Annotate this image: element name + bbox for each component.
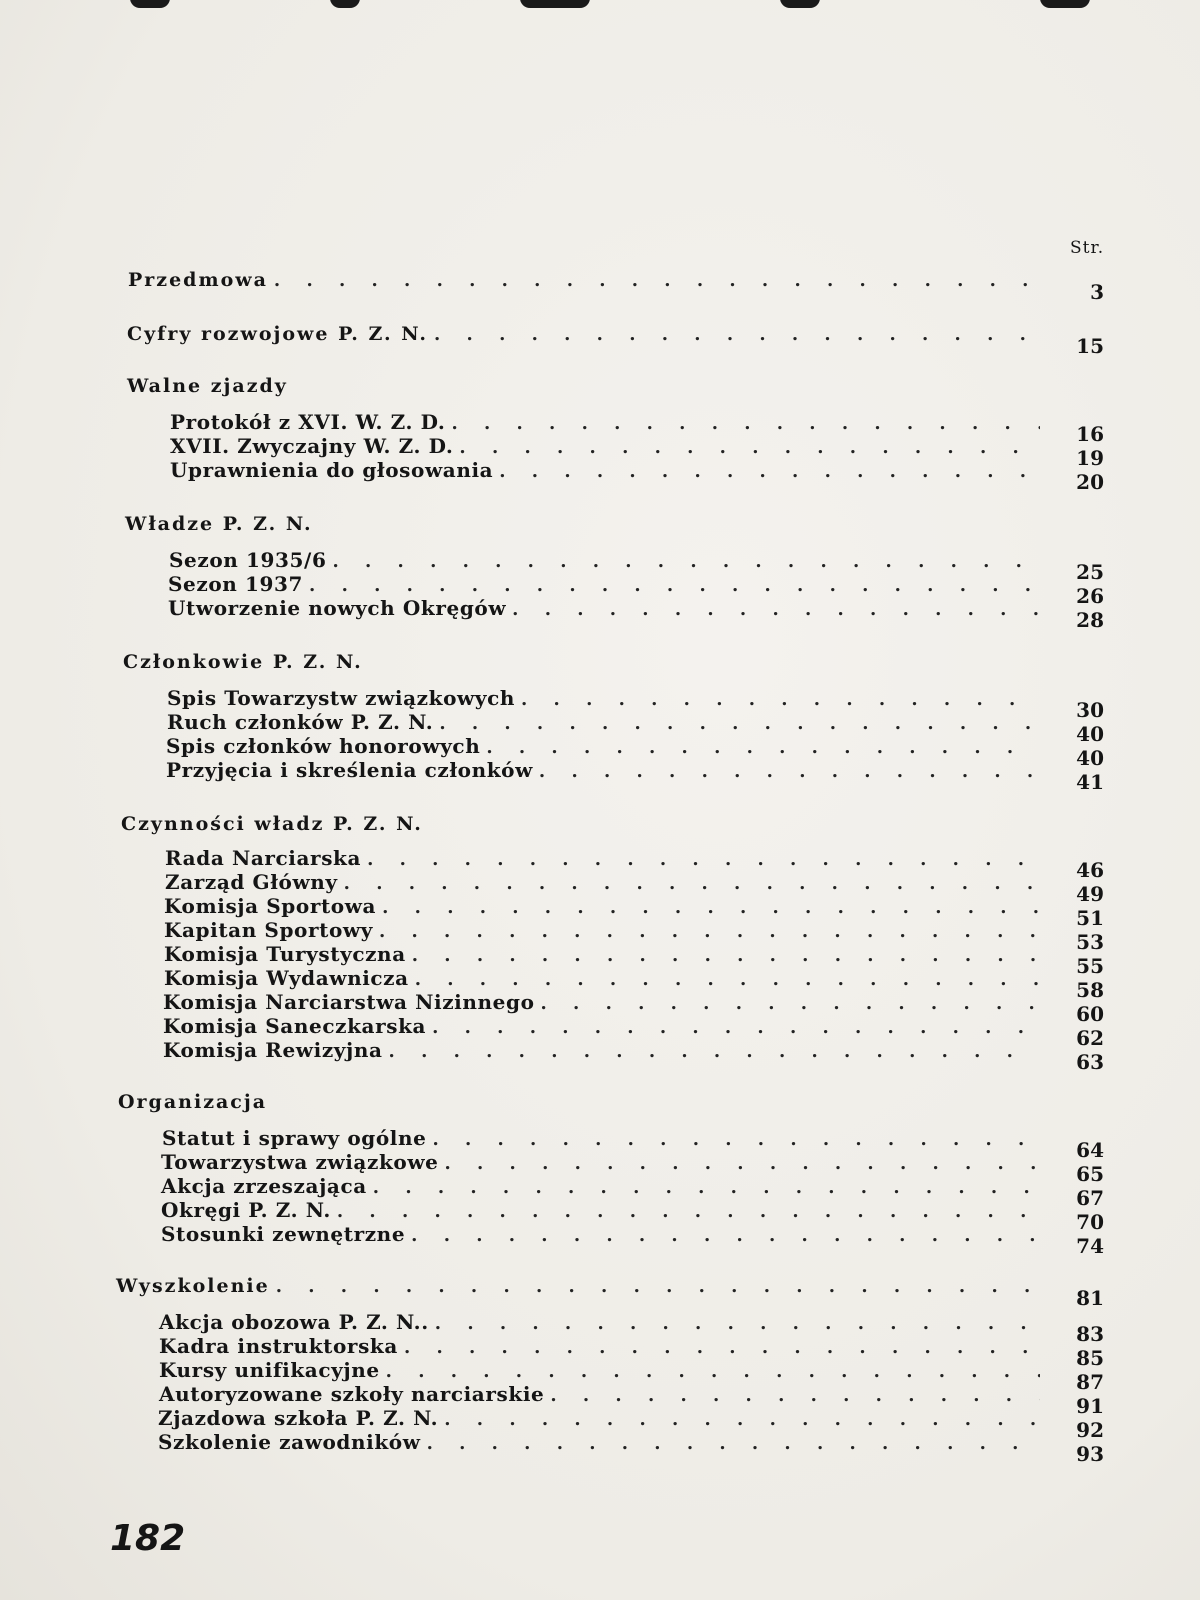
toc-entry (163, 990, 1040, 1016)
toc-entry-label: Akcja zrzeszająca (161, 1174, 367, 1198)
dot-leader (539, 760, 1040, 784)
toc-page-number: 65 (1076, 1162, 1104, 1186)
dot-leader (432, 1128, 1040, 1152)
toc-entry-label: Przedmowa (128, 269, 268, 291)
toc-page-number: 58 (1076, 978, 1104, 1002)
toc-entry (162, 1126, 1040, 1152)
toc-page-number: 40 (1076, 746, 1104, 770)
toc-entry-label: Organizacja (118, 1091, 268, 1113)
toc-entry (168, 596, 1040, 622)
toc-page-number: 51 (1076, 906, 1104, 930)
toc-page-number: 3 (1090, 280, 1104, 304)
dot-leader (550, 1384, 1040, 1408)
dot-leader (541, 992, 1040, 1016)
toc-entry (159, 1334, 1040, 1360)
toc-page-number: 60 (1076, 1002, 1104, 1026)
toc-page-number: 63 (1076, 1050, 1104, 1074)
dot-leader (411, 1224, 1040, 1248)
toc-entry-label: Walne zjazdy (127, 375, 288, 397)
toc-entry-label: Zjazdowa szkoła P. Z. N. (158, 1406, 439, 1430)
toc-entry-label: Sezon 1935/6 (169, 548, 327, 572)
toc-entry-label: Stosunki zewnętrzne (161, 1222, 406, 1246)
toc-entry (166, 734, 1040, 760)
dot-leader (444, 1152, 1040, 1176)
toc-section-heading (128, 268, 1040, 293)
toc-page-number: 28 (1076, 608, 1104, 632)
toc-entry-label: Kursy unifikacyjne (159, 1358, 380, 1382)
toc-section-heading (123, 650, 369, 674)
dot-leader (512, 598, 1040, 622)
dot-leader (389, 1040, 1040, 1064)
toc-entry-label: Przyjęcia i skreślenia członków (166, 758, 533, 782)
dot-leader (486, 736, 1040, 760)
toc-page-number: 53 (1076, 930, 1104, 954)
toc-page-number: 49 (1076, 882, 1104, 906)
toc-page-number: 30 (1076, 698, 1104, 722)
page-number: 182 (110, 1518, 186, 1559)
toc-entry (161, 1198, 1040, 1224)
toc-entry (170, 434, 1040, 460)
toc-entry-label: Władze P. Z. N. (125, 513, 313, 535)
dot-leader (444, 1408, 1040, 1432)
toc-entry (161, 1222, 1040, 1248)
dot-leader (367, 848, 1040, 872)
toc-page-number: 15 (1076, 334, 1104, 358)
dot-leader (434, 323, 1040, 347)
toc-page-number: 92 (1076, 1418, 1104, 1442)
toc-entry-label: Akcja obozowa P. Z. N.. (159, 1310, 429, 1334)
dot-leader (432, 1016, 1040, 1040)
dot-leader (373, 1176, 1040, 1200)
toc-entry-label: Utworzenie nowych Okręgów (168, 596, 507, 620)
dot-leader (459, 436, 1040, 460)
toc-page-number: 81 (1076, 1286, 1104, 1310)
toc-entry (167, 710, 1040, 736)
toc-entry (167, 686, 1040, 712)
toc-section-heading (127, 374, 294, 398)
toc-page-number: 25 (1076, 560, 1104, 584)
toc-entry (159, 1358, 1040, 1384)
toc-entry-label: Wyszkolenie (116, 1275, 270, 1297)
toc-page-number: 67 (1076, 1186, 1104, 1210)
dot-leader (521, 688, 1040, 712)
toc-page-number: 87 (1076, 1370, 1104, 1394)
toc-entry (169, 548, 1040, 574)
toc-section-heading (121, 812, 429, 836)
toc-page-number: 41 (1076, 770, 1104, 794)
toc-entry-label: Towarzystwa związkowe (161, 1150, 439, 1174)
dot-leader (499, 460, 1040, 484)
toc-page-number: 85 (1076, 1346, 1104, 1370)
toc-entry-label: XVII. Zwyczajny W. Z. D. (170, 434, 454, 458)
toc-section-heading (116, 1274, 1040, 1299)
toc-entry-label: Cyfry rozwojowe P. Z. N. (127, 323, 429, 345)
toc-entry (164, 918, 1040, 944)
toc-entry-label: Czynności władz P. Z. N. (121, 813, 423, 835)
toc-entry (166, 758, 1040, 784)
toc-entry-label: Protokół z XVI. W. Z. D. (170, 410, 446, 434)
dot-leader (332, 550, 1040, 574)
toc-entry-label: Szkolenie zawodników (158, 1430, 421, 1454)
toc-entry-label: Sezon 1937 (168, 572, 304, 596)
toc-entry (159, 1310, 1040, 1336)
toc-entry-label: Spis członków honorowych (166, 734, 481, 758)
dot-leader (451, 412, 1040, 436)
toc-entry (170, 458, 1040, 484)
toc-entry (165, 870, 1040, 896)
toc-entry-label: Kapitan Sportowy (164, 918, 373, 942)
toc-page-number: 55 (1076, 954, 1104, 978)
dot-leader (309, 574, 1040, 598)
toc-entry (164, 966, 1040, 992)
toc-page-number: 46 (1076, 858, 1104, 882)
toc-entry (163, 1014, 1040, 1040)
toc-entry-label: Autoryzowane szkoły narciarskie (159, 1382, 545, 1406)
toc-section-heading (127, 322, 1040, 347)
toc-entry (170, 410, 1040, 436)
dot-leader (412, 944, 1040, 968)
dot-leader (274, 269, 1040, 293)
toc-page-number: 93 (1076, 1442, 1104, 1466)
toc-page-number: 20 (1076, 470, 1104, 494)
toc-page-number: 70 (1076, 1210, 1104, 1234)
toc-entry-label: Komisja Rewizyjna (163, 1038, 383, 1062)
dot-leader (344, 872, 1040, 896)
toc-page-number: 40 (1076, 722, 1104, 746)
toc-entry (164, 894, 1040, 920)
dot-leader (404, 1336, 1040, 1360)
dot-leader (415, 968, 1040, 992)
dot-leader (386, 1360, 1040, 1384)
toc-entry (159, 1382, 1040, 1408)
toc-entry (164, 942, 1040, 968)
dot-leader (382, 896, 1040, 920)
toc-section-heading (125, 512, 319, 536)
toc-page-number: 26 (1076, 584, 1104, 608)
toc-entry (168, 572, 1040, 598)
toc-entry (158, 1430, 1040, 1456)
dot-leader (427, 1432, 1040, 1456)
toc-entry-label: Uprawnienia do głosowania (170, 458, 494, 482)
toc-entry-label: Statut i sprawy ogólne (162, 1126, 427, 1150)
dot-leader (337, 1200, 1040, 1224)
toc-entry-label: Komisja Wydawnicza (164, 966, 409, 990)
dot-leader (276, 1275, 1040, 1299)
toc-entry (161, 1150, 1040, 1176)
toc-entry-label: Komisja Narciarstwa Nizinnego (163, 990, 535, 1014)
toc-entry-label: Członkowie P. Z. N. (123, 651, 363, 673)
toc-entry-label: Komisja Saneczkarska (163, 1014, 427, 1038)
toc-entry-label: Okręgi P. Z. N. (161, 1198, 331, 1222)
toc-page-number: 74 (1076, 1234, 1104, 1258)
toc-page-number: 83 (1076, 1322, 1104, 1346)
toc-entry (158, 1406, 1040, 1432)
toc-entry-label: Kadra instruktorska (159, 1334, 398, 1358)
toc-page-number: 19 (1076, 446, 1104, 470)
toc-entry-label: Rada Narciarska (165, 846, 362, 870)
toc-entry (163, 1038, 1040, 1064)
toc-entry (161, 1174, 1040, 1200)
dot-leader (439, 712, 1040, 736)
toc-page-number: 64 (1076, 1138, 1104, 1162)
toc-section-heading (118, 1090, 273, 1114)
page-column-label: Str. (1070, 238, 1105, 258)
dot-leader (379, 920, 1040, 944)
toc-page-number: 16 (1076, 422, 1104, 446)
dot-leader (435, 1312, 1040, 1336)
toc-entry-label: Zarząd Główny (165, 870, 338, 894)
toc-entry-label: Ruch członków P. Z. N. (167, 710, 434, 734)
toc-entry-label: Spis Towarzystw związkowych (167, 686, 515, 710)
toc-entry-label: Komisja Sportowa (164, 894, 377, 918)
toc-page-number: 91 (1076, 1394, 1104, 1418)
toc-page-number: 62 (1076, 1026, 1104, 1050)
toc-entry (165, 846, 1040, 872)
toc-entry-label: Komisja Turystyczna (164, 942, 406, 966)
